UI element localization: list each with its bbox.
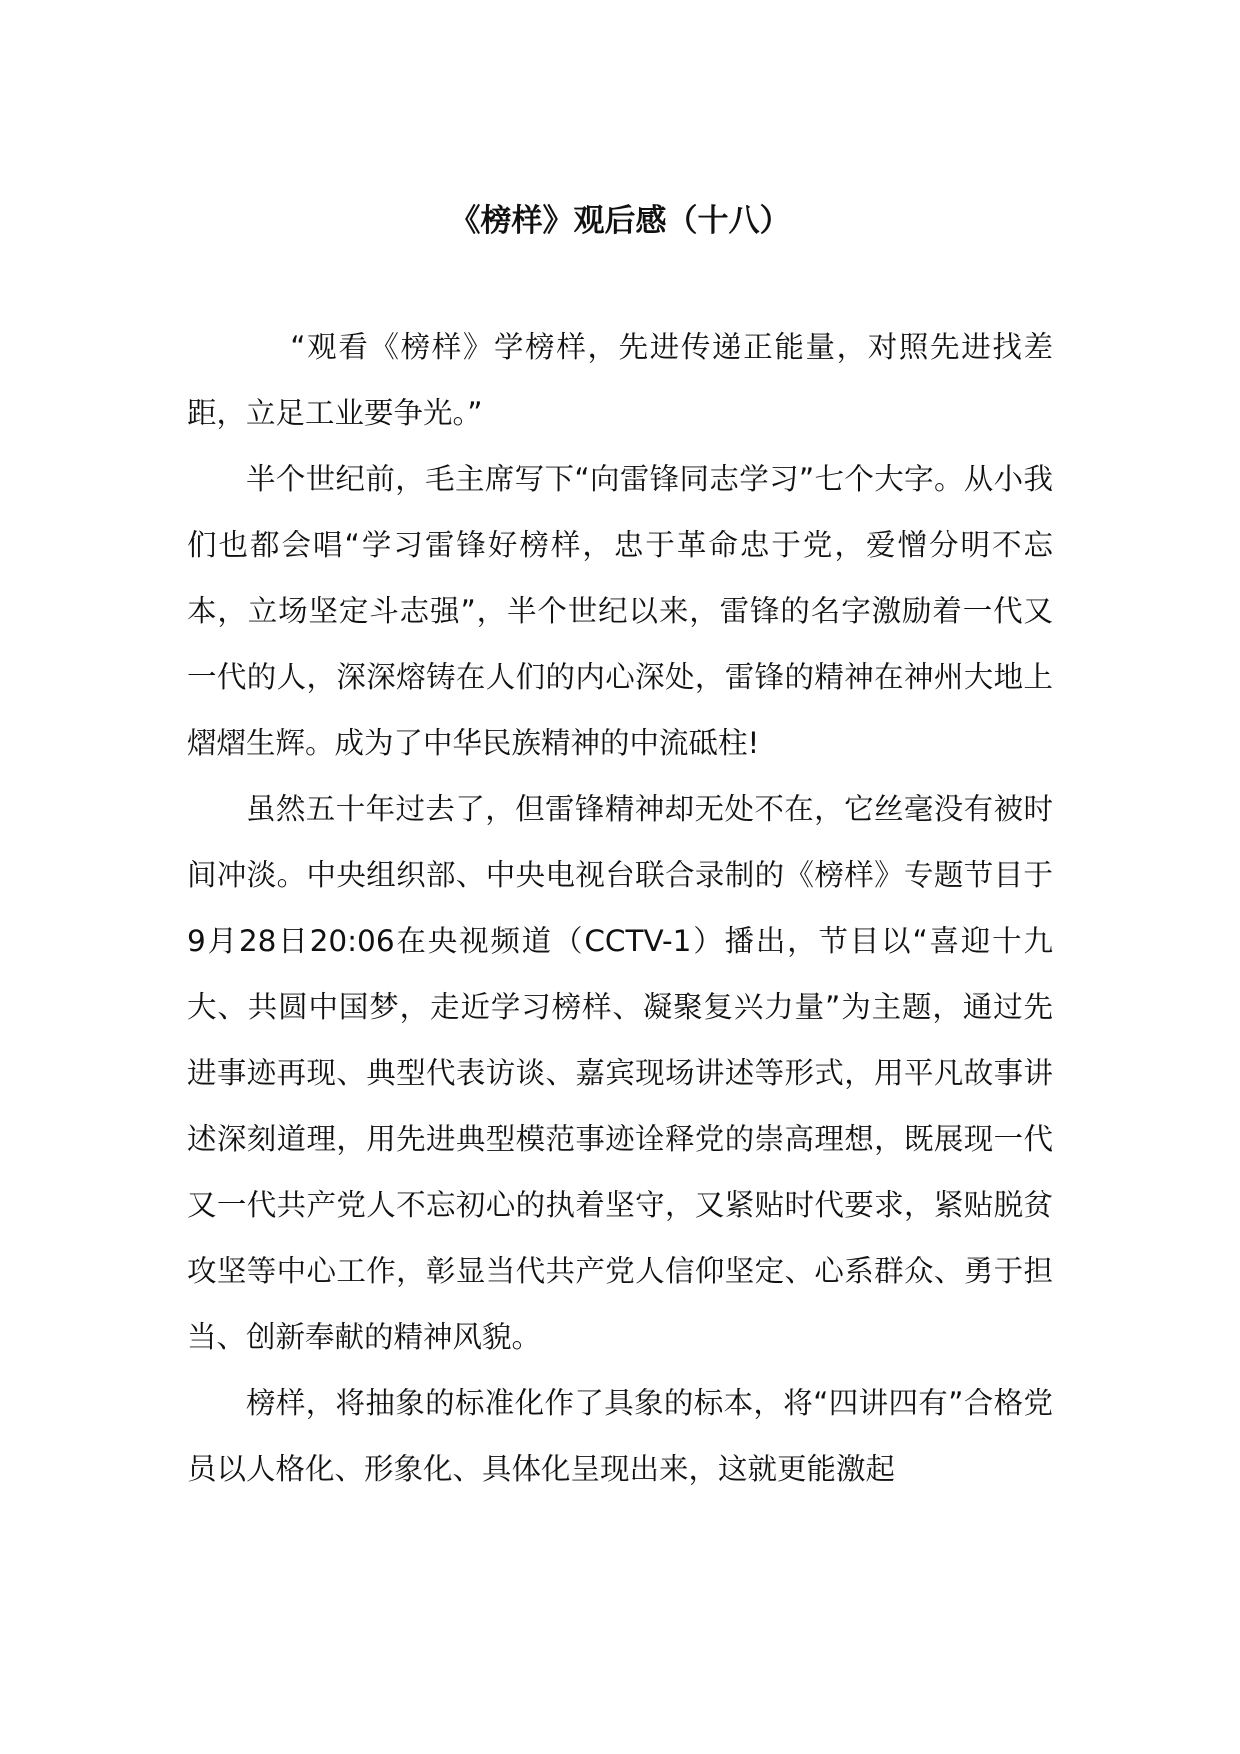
document-title: 《榜样》观后感（十八） [449,203,791,239]
document-body [187,314,1053,1502]
paragraph-program-broadcast: 虽然五十年过去了，但雷锋精神却无处不在，它丝毫没有被时间冲淡。中央组织部、中央电视台联合录制的《榜样》专题节目于9月28日20:06在央视频道（CCTV-1）播出，节目以“喜迎十九大、共圆中国梦，走近学习榜样、凝聚复兴力量”为主题，通过先进事迹再现、典型代表访谈、嘉宾现场讲述等形式，用平凡故事讲述深刻道理，用先进典型模范事迹诠释党的崇高理想，既展现一代又一代共产党人不忘初心的执着坚守，又紧贴时代要求，紧贴脱贫攻坚等中心工作，彰显当代共产党人信仰坚定、心系群众、勇于担当、创新奉献的精神风貌。 [187,792,1053,1354]
paragraph-role-model: 榜样，将抽象的标准化作了具象的标本，将“四讲四有”合格党员以人格化、形象化、具体化呈现出来，这就更能激起 [187,1386,1053,1486]
paragraph-quote: “观看《榜样》学榜样，先进传递正能量，对照先进找差距，立足工业要争光。” [187,330,1053,430]
paragraph-leifeng-history: 半个世纪前，毛主席写下“向雷锋同志学习”七个大字。从小我们也都会唱“学习雷锋好榜样，忠于革命忠于党，爱憎分明不忘本，立场坚定斗志强”，半个世纪以来，雷锋的名字激励着一代又一代的人，深深熔铸在人们的内心深处，雷锋的精神在神州大地上熠熠生辉。成为了中华民族精神的中流砥柱! [187,462,1053,760]
